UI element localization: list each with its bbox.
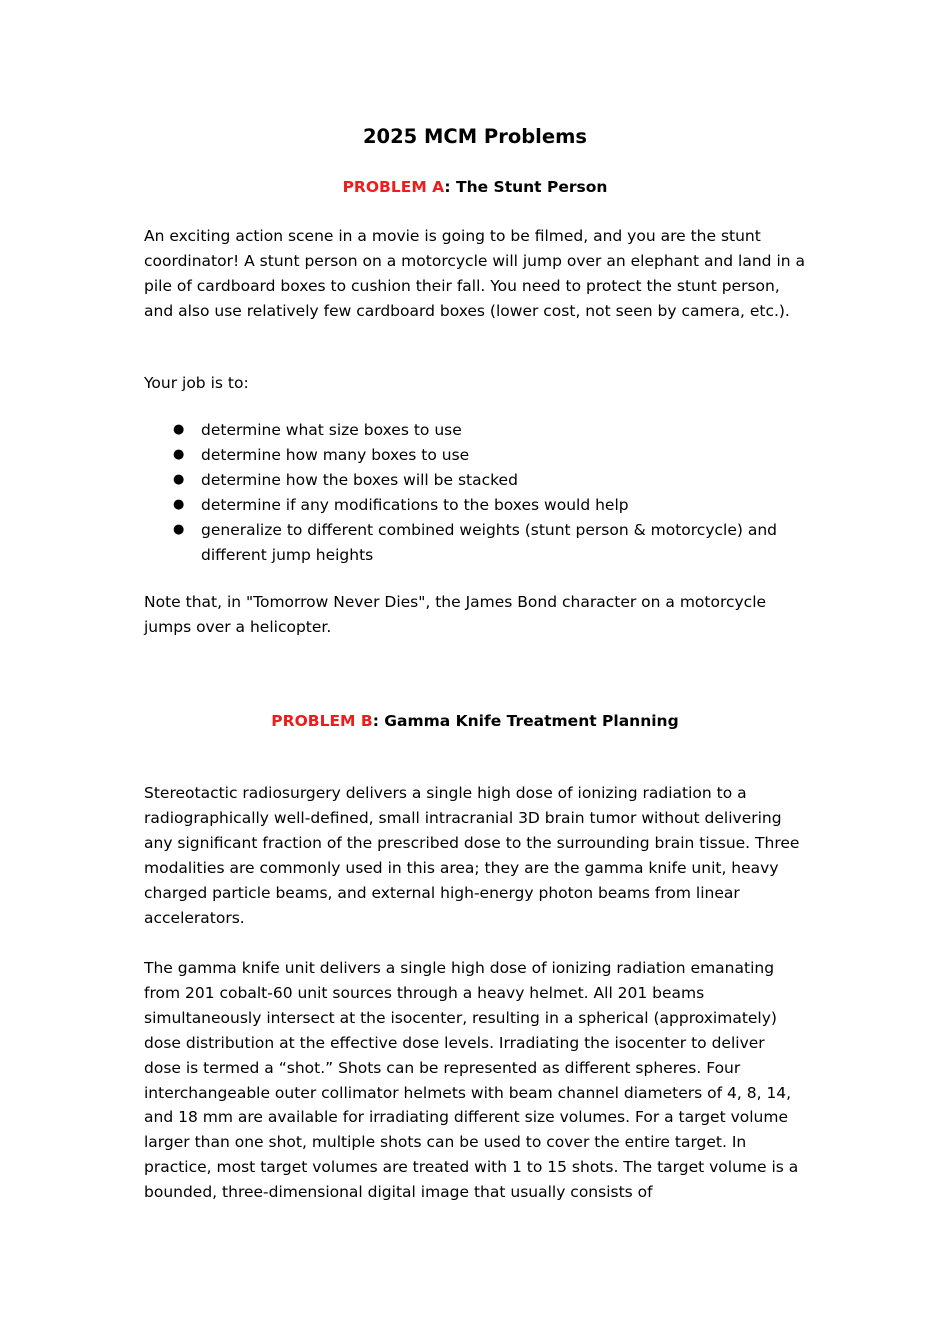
- task-list-item: [144, 493, 806, 518]
- bullet-icon: ●: [173, 496, 185, 512]
- problem-a-title: : The Stunt Person: [444, 178, 608, 196]
- problem-a-heading: [144, 176, 806, 198]
- task-text: determine how many boxes to use: [201, 445, 470, 464]
- problem-b-paragraph-2: The gamma knife unit delivers a single high dose of ionizing radiation emanating from 201 cobalt-60 unit sources through a heavy helmet. All 201 beams simultaneously intersect at the isocenter, resulting in a spherical (approximately) dose distribution at the effective dose levels. Irradiating the isocenter to deliver dose is termed a “shot.” Shots can be represented as different spheres. Four interchangeable outer collimator helmets with beam channel diameters of 4, 8, 14, and 18 mm are available for irradiating different size volumes. For a target volume larger than one shot, multiple shots can be used to cover the entire target. In practice, most target volumes are treated with 1 to 15 shots. The target volume is a bounded, three-dimensional digital image that usually consists of: [144, 959, 799, 1202]
- problem-b-paragraph-1: Stereotactic radiosurgery delivers a single high dose of ionizing radiation to a radiographically well-defined, small intracranial 3D brain tumor without delivering any significant fraction of the prescribed dose to the surrounding brain tissue. Three modalities are commonly used in this area; they are the gamma knife unit, heavy charged particle beams, and external high-energy photon beams from linear accelerators.: [144, 784, 800, 927]
- bullet-icon: ●: [173, 422, 185, 437]
- task-text: generalize to different combined weights (stunt person & motorcycle) and different jump heights: [201, 520, 777, 564]
- task-list-item: [144, 518, 806, 568]
- problem-b-heading: [144, 710, 806, 732]
- task-list-item: [144, 468, 806, 493]
- problem-a-note: Note that, in "Tomorrow Never Dies", the James Bond character on a motorcycle jumps over a helicopter.: [144, 593, 767, 636]
- task-list-item: [144, 443, 806, 468]
- problem-a-label: PROBLEM A: [342, 178, 445, 196]
- bullet-icon: ●: [173, 521, 185, 537]
- task-text: determine if any modifications to the boxes would help: [201, 495, 629, 514]
- bullet-icon: ●: [173, 471, 185, 487]
- document-title: 2025 MCM Problems: [362, 125, 588, 148]
- problem-b-label: PROBLEM B: [271, 712, 373, 730]
- task-text: determine what size boxes to use: [201, 421, 462, 439]
- problem-a-task-list: [144, 418, 806, 567]
- task-text: determine how the boxes will be stacked: [201, 470, 518, 489]
- problem-a-job-intro: Your job is to:: [144, 374, 249, 392]
- problem-a-intro: An exciting action scene in a movie is going to be filmed, and you are the stunt coordinator! A stunt person on a motorcycle will jump over an elephant and land in a pile of cardboard boxes to cushion their fall. You need to protect the stunt person, and also use relatively few cardboard boxes (lower cost, not seen by camera, etc.).: [144, 227, 806, 320]
- task-list-item: [144, 418, 806, 443]
- problem-b-title: : Gamma Knife Treatment Planning: [372, 712, 679, 730]
- bullet-icon: ●: [173, 446, 185, 462]
